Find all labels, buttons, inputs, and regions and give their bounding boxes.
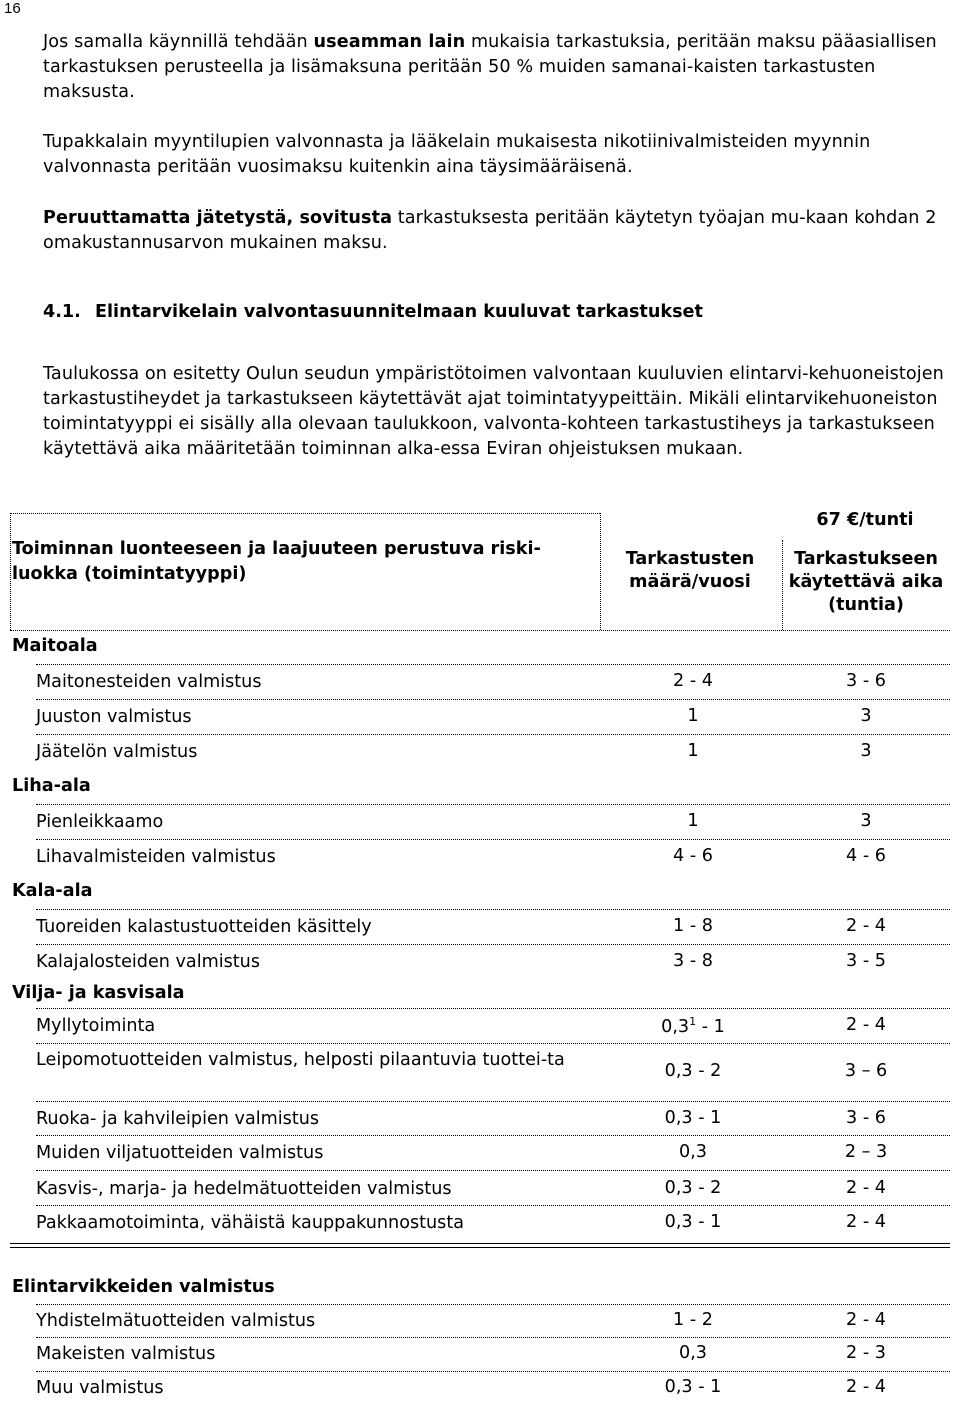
table-cell-count: 1: [687, 741, 699, 761]
category-meat: Liha-ala: [12, 776, 91, 796]
table-cell-count: 3 - 8: [673, 951, 713, 971]
page-number: 16: [4, 0, 21, 17]
table-cell-time: 2 – 3: [844, 1142, 888, 1162]
table-cell-count: 1: [687, 706, 699, 726]
table-cell-count: 4 - 6: [673, 846, 713, 866]
table-border: [10, 630, 950, 631]
table-cell-count: $0,3^1 - 1$: [661, 1015, 725, 1037]
category-grain-vegetable: Vilja- ja kasvisala: [12, 983, 185, 1003]
table-row-label: Leipomotuotteiden valmistus, helposti pilaantuvia tuottei-ta: [36, 1050, 565, 1070]
section-heading: [43, 302, 703, 322]
table-cell-time: 3: [860, 706, 872, 726]
row-divider: [36, 1043, 950, 1044]
row-divider: [36, 1205, 950, 1206]
table-row-label: Kalajalosteiden valmistus: [36, 952, 261, 972]
table-cell-count: 2 - 4: [673, 671, 713, 691]
table-row-label: Jäätelön valmistus: [36, 742, 198, 762]
category-food-manufacturing: Elintarvikkeiden valmistus: [12, 1277, 275, 1297]
row-divider: [36, 1170, 950, 1171]
table-cell-time: 2 - 4: [846, 1178, 886, 1198]
column-header-count: Tarkastusten määrä/vuosi: [625, 549, 755, 592]
paragraph-table-intro: Taulukossa on esitetty Oulun seudun ympäristötoimen valvontaan kuuluvien elintarvi-kehuoneistojen tarkastustiheydet ja tarkastukseen käytettävät ajat toimintatyypeittäin. Mikäli elintarvikehuoneiston toimintatyyppi ei sisälly alla olevaan taulukkoon, valvonta-kohteen tarkastustiheys ja tarkastukseen käytettävä aika määritetään toiminnan alka-essa Eviran ohjeistuksen mukaan.: [43, 364, 944, 459]
bold-phrase: useamman lain: [313, 32, 466, 52]
table-row-label: Yhdistelmätuotteiden valmistus: [36, 1311, 316, 1331]
paragraph-tobacco: Tupakkalain myyntilupien valvonnasta ja lääkelain mukaisesta nikotiinivalmisteiden myynnin valvonnasta peritään vuosimaksu kuitenkin aina täysimääräisenä.: [43, 132, 871, 177]
row-divider: [36, 944, 950, 945]
column-header-time: Tarkastukseen käytettävä aika (tuntia): [788, 549, 944, 615]
table-row-label: Ruoka- ja kahvileipien valmistus: [36, 1109, 320, 1129]
row-divider: [36, 1337, 950, 1338]
row-divider: [36, 1008, 950, 1009]
category-dairy: Maitoala: [12, 636, 98, 656]
table-row-label: Myllytoiminta: [36, 1016, 156, 1036]
row-divider: [36, 1135, 950, 1136]
table-row-label: Muu valmistus: [36, 1378, 164, 1398]
table-border: [10, 513, 600, 514]
table-cell-count: 0,3: [679, 1142, 707, 1162]
row-divider: [36, 1101, 950, 1102]
row-divider: [36, 699, 950, 700]
table-row-label: Juuston valmistus: [36, 707, 192, 727]
table-row-label: Lihavalmisteiden valmistus: [36, 847, 276, 867]
table-cell-time: 3 - 6: [846, 671, 886, 691]
hourly-rate: 67 €/tunti: [816, 510, 914, 530]
footnote-marker: 1: [689, 1015, 697, 1028]
table-cell-time: 2 - 3: [846, 1343, 886, 1363]
table-row-label: Kasvis-, marja- ja hedelmätuotteiden valmistus: [36, 1179, 452, 1199]
table-border: [782, 540, 783, 630]
table-section-border: [10, 1243, 950, 1244]
table-cell-count: 0,3: [679, 1343, 707, 1363]
table-cell-time: 3: [860, 811, 872, 831]
category-fish: Kala-ala: [12, 881, 93, 901]
row-divider: [36, 1304, 950, 1305]
table-cell-time: 4 - 6: [846, 846, 886, 866]
table-cell-count: 0,3 - 1: [664, 1377, 722, 1397]
table-cell-count: 0,3 - 1: [664, 1108, 722, 1128]
table-cell-time: 3: [860, 741, 872, 761]
table-cell-count: 0,3 - 2: [664, 1178, 722, 1198]
table-cell-count: 1 - 2: [673, 1310, 713, 1330]
table-cell-time: 2 - 4: [846, 1015, 886, 1035]
bold-phrase: Peruuttamatta jätetystä, sovitusta: [43, 208, 393, 228]
table-row-label: Muiden viljatuotteiden valmistus: [36, 1143, 324, 1163]
table-cell-time: 2 - 4: [846, 1377, 886, 1397]
section-number: 4.1.: [43, 302, 81, 322]
table-row-label: Maitonesteiden valmistus: [36, 672, 262, 692]
table-section-border: [10, 1247, 950, 1248]
table-cell-time: 3 - 5: [846, 951, 886, 971]
section-title: Elintarvikelain valvontasuunnitelmaan kuuluvat tarkastukset: [95, 302, 703, 322]
table-cell-time: 2 - 4: [846, 916, 886, 936]
column-header-type: Toiminnan luonteeseen ja laajuuteen perustuva riski-luokka (toimintatyyppi): [12, 539, 541, 584]
table-row-label: Pakkaamotoiminta, vähäistä kauppakunnostusta: [36, 1213, 465, 1233]
table-border: [600, 513, 601, 630]
row-divider: [36, 1371, 950, 1372]
table-cell-count: 1: [687, 811, 699, 831]
table-row-label: Makeisten valmistus: [36, 1344, 216, 1364]
row-divider: [36, 839, 950, 840]
table-border: [10, 513, 11, 630]
table-cell-count: 0,3 - 1: [664, 1212, 722, 1232]
table-cell-count: 1 - 8: [673, 916, 713, 936]
table-cell-time: 2 - 4: [846, 1212, 886, 1232]
table-cell-time: 3 - 6: [846, 1108, 886, 1128]
table-row-label: Tuoreiden kalastustuotteiden käsittely: [36, 917, 372, 937]
row-divider: [36, 909, 950, 910]
table-cell-count: 0,3 - 2: [664, 1061, 722, 1081]
row-divider: [36, 734, 950, 735]
row-divider: [36, 664, 950, 665]
table-cell-time: 3 – 6: [844, 1061, 888, 1081]
paragraph-cancellation: Peruuttamatta jätetystä, sovitusta tarkastuksesta peritään käytetyn työajan mu-kaan kohdan 2 omakustannusarvon mukainen maksu.: [43, 208, 937, 253]
row-divider: [36, 804, 950, 805]
paragraph-multiple-laws: Jos samalla käynnillä tehdään useamman lain mukaisia tarkastuksia, peritään maksu pääasiallisen tarkastuksen perusteella ja lisämaksuna peritään 50 % muiden samanai-kaisten tarkastusten maksusta.: [43, 32, 937, 102]
table-row-label: Pienleikkaamo: [36, 812, 164, 832]
table-cell-time: 2 - 4: [846, 1310, 886, 1330]
